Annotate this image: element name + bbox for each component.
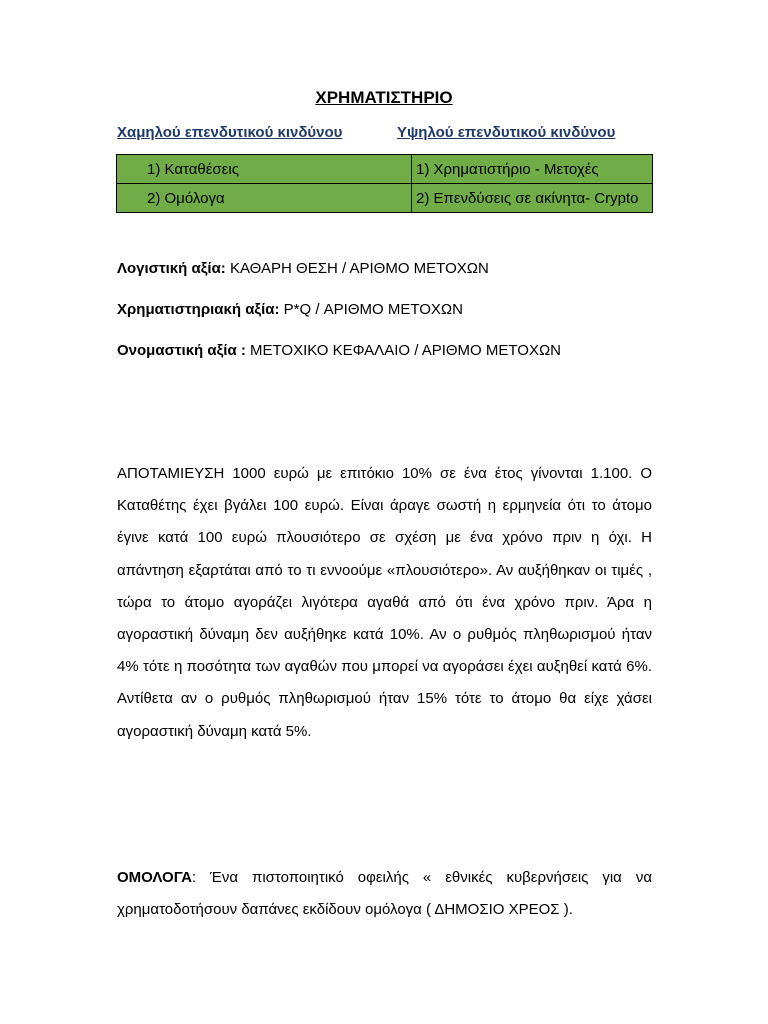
bonds-text: : Ένα πιστοποιητικό οφειλής « εθνικές κυβερνήσεις για να χρηματοδοτήσουν δαπάνες εκδίδουν ομόλογα ( ΔΗΜΟΣΙΟ ΧΡΕΟΣ ). [117,869,652,919]
definition-term: Λογιστική αξία: [117,260,226,277]
high-risk-cell: 1) Χρηματιστήριο - Μετοχές [412,155,653,184]
low-risk-cell: 2) Ομόλογα [117,184,412,213]
table-row [117,155,653,184]
definition-book-value [117,260,489,277]
bonds-paragraph [117,862,652,926]
savings-paragraph: ΑΠΟΤΑΜΙΕΥΣΗ 1000 ευρώ με επιτόκιο 10% σε ένα έτος γίνονται 1.100. Ο Καταθέτης έχει βγάλει 100 ευρώ. Είναι άραγε σωστή η ερμηνεία ότι το άτομο έγινε κατά 100 ευρώ πλουσιότερο σε σχέση με ένα χρόνο πριν η όχι. Η απάντηση εξαρτάται από το τι εννοούμε «πλουσιότερο». Αν αυξήθηκαν οι τιμές , τώρα το άτομο αγοράζει λιγότερα αγαθά από ότι ένα χρόνο πριν. Άρα η αγοραστική δύναμη δεν αυξήθηκε κατά 10%. Αν ο ρυθμός πληθωρισμού ήταν 4% τότε η ποσότητα των αγαθών που μπορεί να αγοράσει έχει αυξηθεί κατά 6%. Αντίθετα αν ο ρυθμός πληθωρισμού ήταν 15% τότε το άτομο θα είχε χάσει αγοραστική δύναμη κατά 5%. [117,465,652,740]
bonds-term: ΟΜΟΛΟΓΑ [117,869,192,886]
high-risk-heading: Υψηλού επενδυτικού κινδύνου [397,124,616,141]
risk-table [116,154,653,213]
page-title: ΧΡΗΜΑΤΙΣΤΗΡΙΟ [315,88,453,107]
definition-formula: P*Q / ΑΡΙΘΜΟ ΜΕΤΟΧΩΝ [279,301,463,318]
definition-term: Χρηματιστηριακή αξία: [117,301,280,318]
definition-formula: ΚΑΘΑΡΗ ΘΕΣΗ / ΑΡΙΘΜΟ ΜΕΤΟΧΩΝ [225,260,489,277]
high-risk-cell: 2) Επενδύσεις σε ακίνητα- Crypto [412,184,653,213]
low-risk-heading: Χαμηλού επενδυτικού κινδύνου [117,124,343,141]
low-risk-cell: 1) Καταθέσεις [117,155,412,184]
definition-market-value [117,301,463,318]
table-row [117,184,653,213]
definition-term: Ονομαστική αξία : [117,342,246,359]
definition-formula: ΜΕΤΟΧΙΚΟ ΚΕΦΑΛΑΙΟ / ΑΡΙΘΜΟ ΜΕΤΟΧΩΝ [245,342,561,359]
definition-nominal-value [117,342,561,359]
